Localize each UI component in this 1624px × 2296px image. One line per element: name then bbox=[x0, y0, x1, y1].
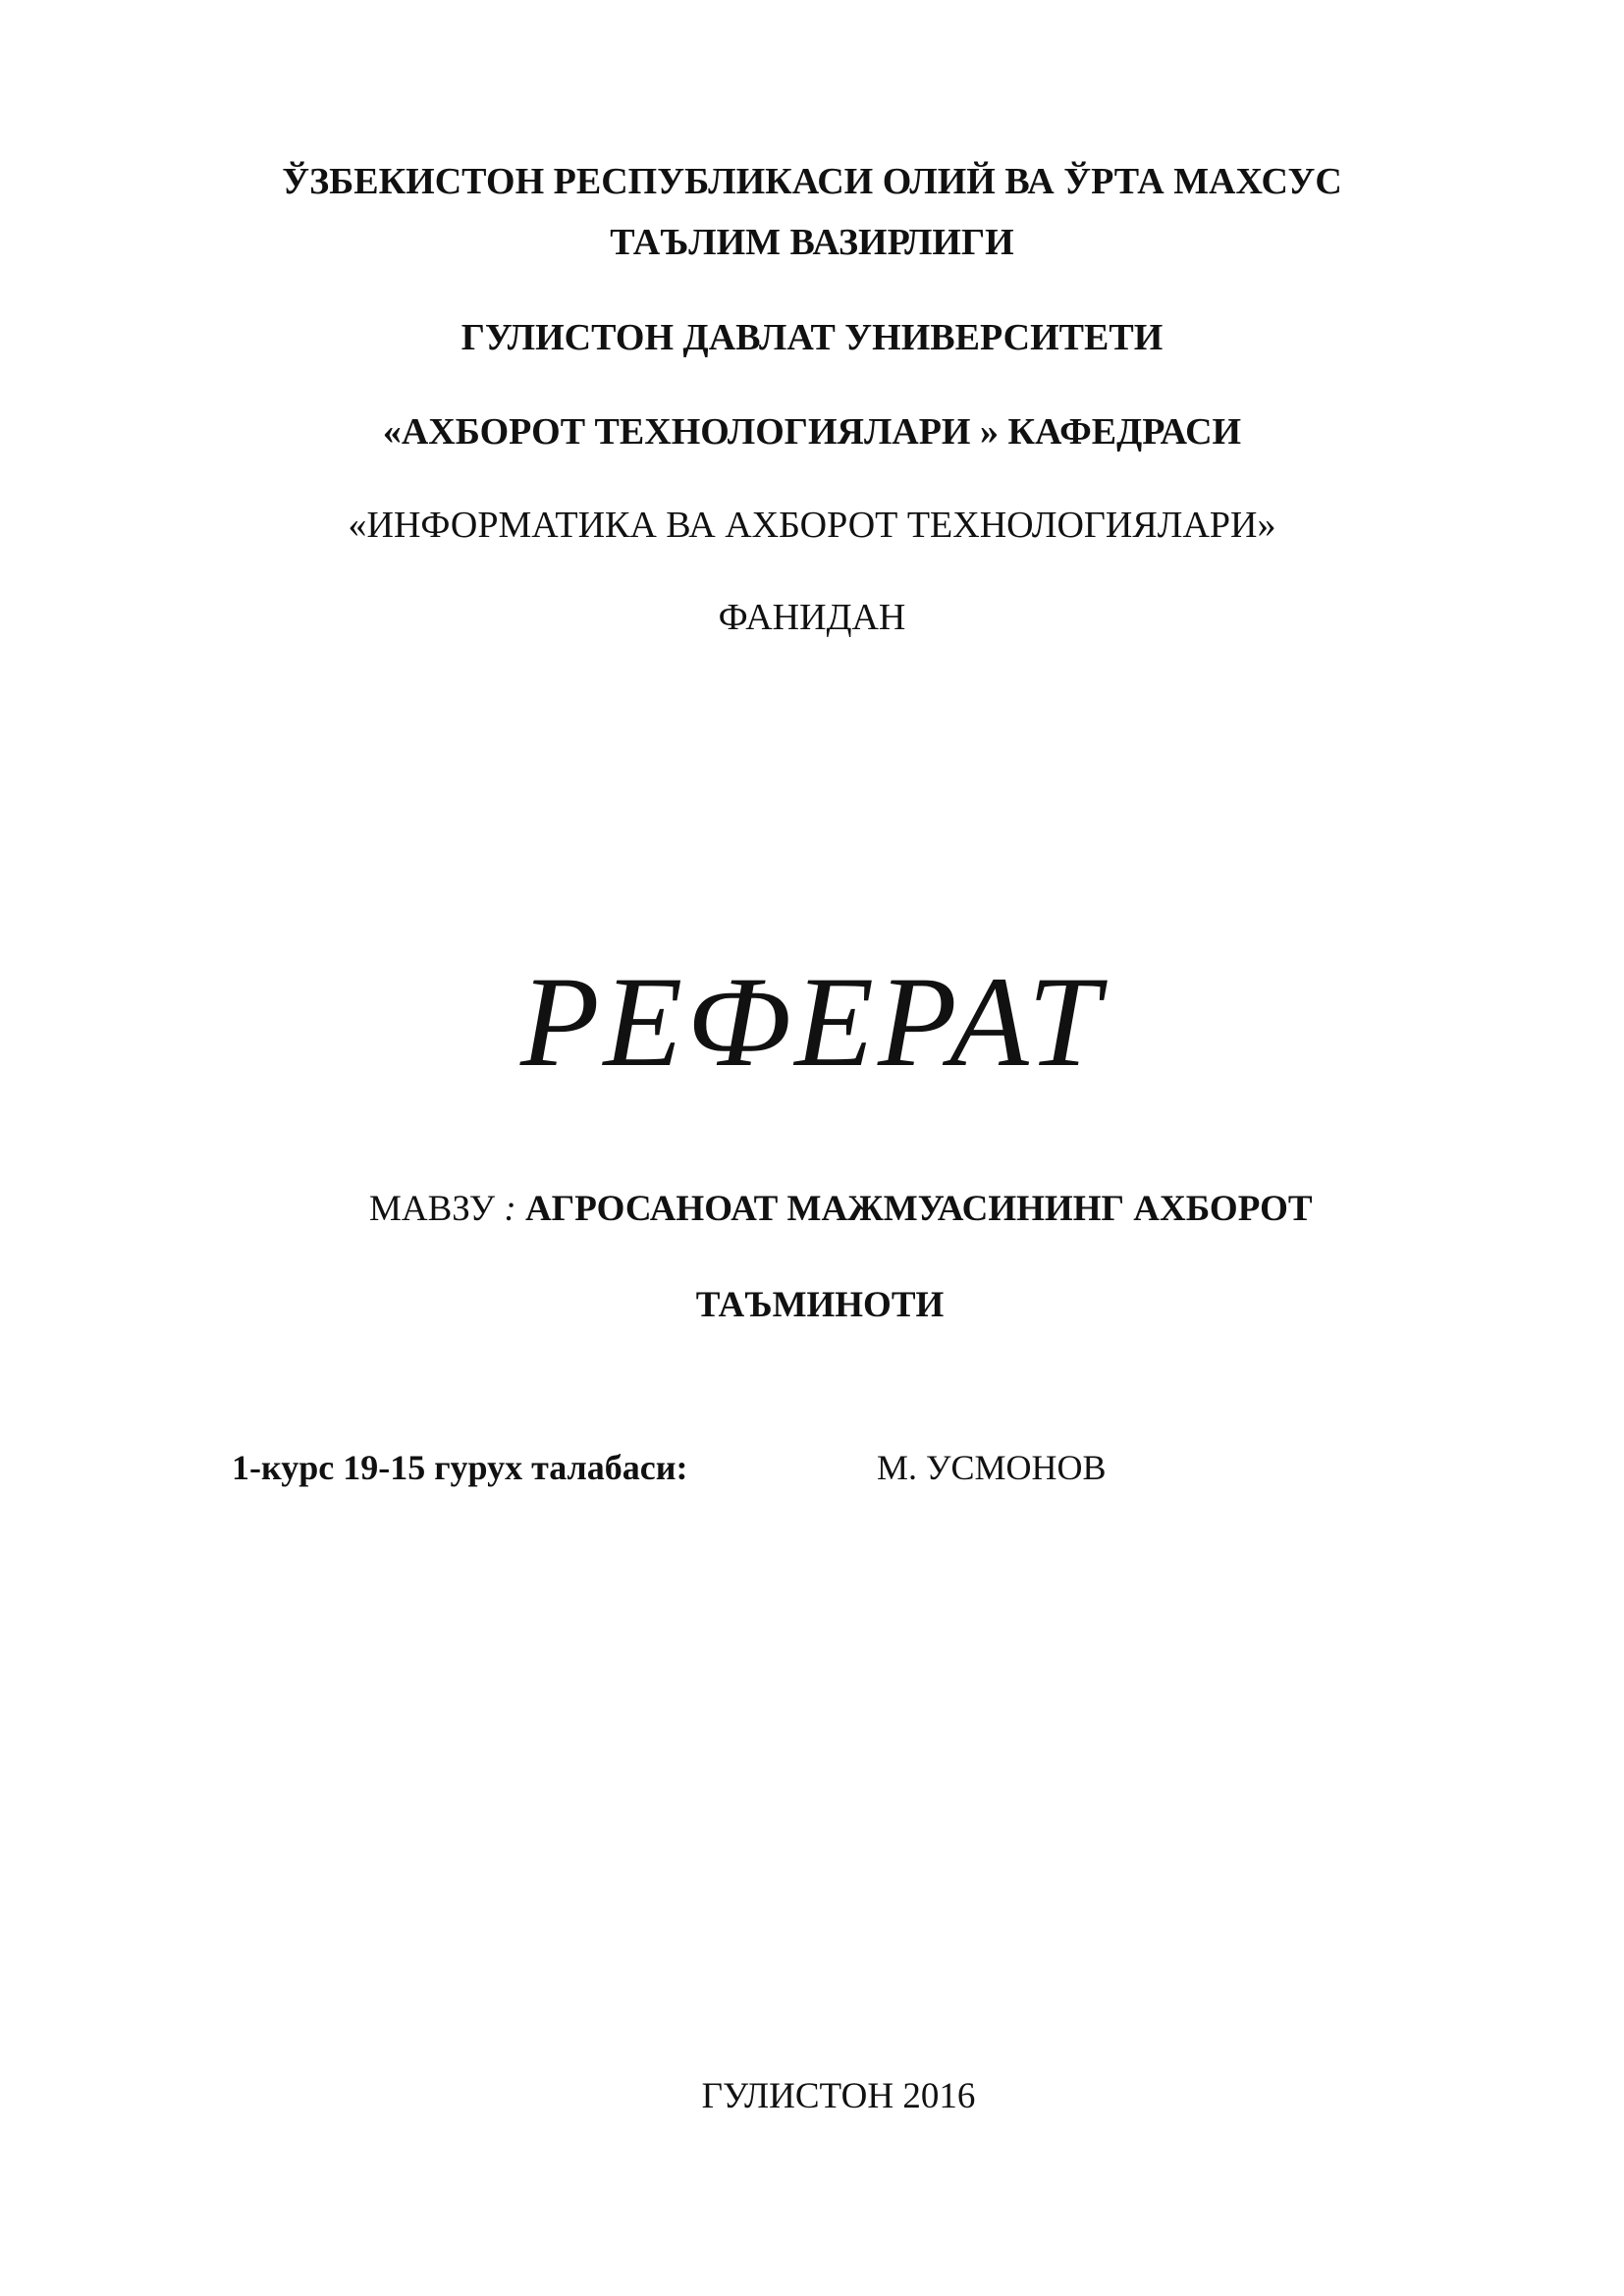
topic-separator: : bbox=[495, 1189, 525, 1229]
topic-line-1 bbox=[369, 1191, 1449, 1227]
place-year: ГУЛИСТОН 2016 bbox=[701, 2076, 976, 2116]
university-name: ГУЛИСТОН ДАВЛАТ УНИВЕРСИТЕТИ bbox=[460, 317, 1164, 358]
ministry-line-1: ЎЗБЕКИСТОН РЕСПУБЛИКАСИ ОЛИЙ ВА ЎРТА МАХСУС bbox=[282, 161, 1342, 202]
topic-label: МАВЗУ bbox=[369, 1189, 496, 1229]
subject-name: «ИНФОРМАТИКА ВА АХБОРОТ ТЕХНОЛОГИЯЛАРИ» bbox=[348, 505, 1276, 546]
topic-title-line-1: АГРОСАНОАТ МАЖМУАСИНИНГ АХБОРОТ bbox=[524, 1189, 1313, 1229]
subject-suffix: ФАНИДАН bbox=[718, 597, 906, 638]
department-name: «АХБОРОТ ТЕХНОЛОГИЯЛАРИ » КАФЕДРАСИ bbox=[382, 411, 1242, 453]
ministry-line-2: ТАЪЛИМ ВАЗИРЛИГИ bbox=[610, 222, 1014, 263]
student-label: 1-курс 19-15 гурух талабаси: bbox=[232, 1448, 688, 1487]
document-title: РЕФЕРАТ bbox=[519, 949, 1105, 1094]
topic-title-line-2: ТАЪМИНОТИ bbox=[695, 1285, 945, 1325]
student-name: М. УСМОНОВ bbox=[877, 1448, 1107, 1487]
